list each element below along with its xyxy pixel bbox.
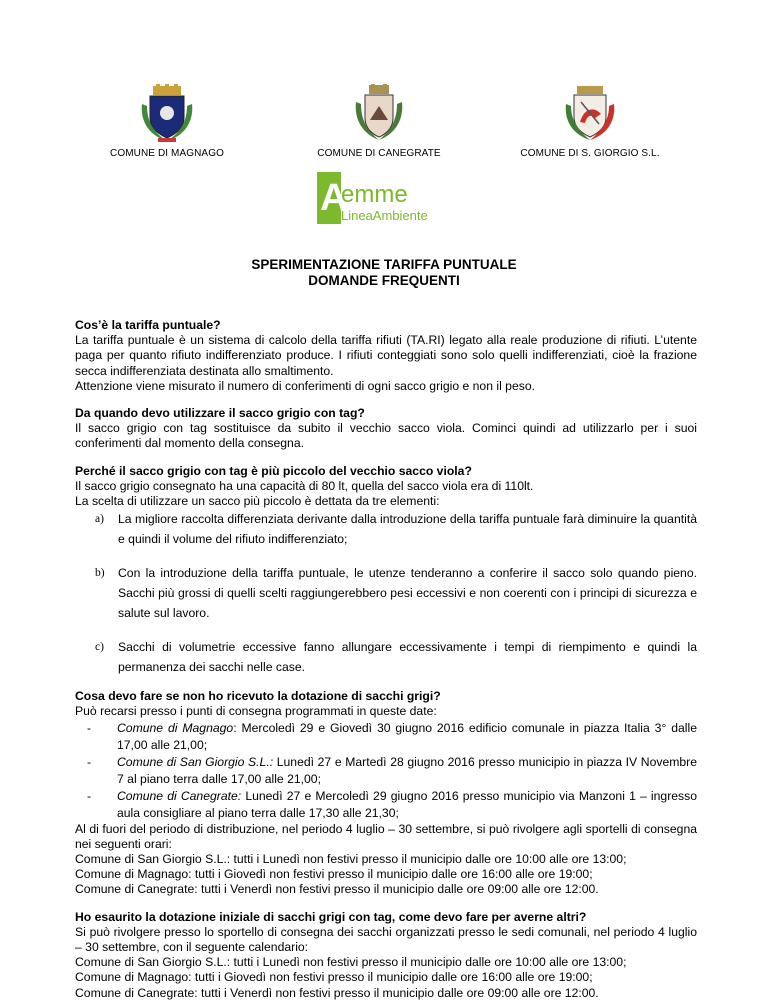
list-marker: c) — [95, 641, 104, 654]
answer-paragraph: Il sacco grigio consegnato ha una capacità di 80 lt, quella del sacco viola era di 110lt. — [75, 478, 534, 493]
answer-paragraph: Comune di San Giorgio S.L.: tutti i Lunedì non festivi presso il municipio dalle ore 10:00 alle ore 13:00; — [75, 955, 627, 970]
separator: : — [233, 720, 242, 735]
question-heading: Cos’è la tariffa puntuale? — [75, 318, 221, 332]
crest-label: COMUNE DI CANEGRATE — [317, 148, 441, 159]
crest-label: COMUNE DI MAGNAGO — [110, 148, 224, 159]
municipality-name: Comune di Canegrate: — [117, 788, 242, 803]
list-marker: - — [87, 720, 92, 735]
svg-text:emme: emme — [341, 181, 408, 208]
list-item — [75, 720, 697, 754]
list-item — [75, 637, 697, 677]
answer-paragraph: Comune di Magnago: tutti i Giovedì non festivi presso il municipio dalle ore 16:00 alle ore 19:00; — [75, 867, 593, 882]
faq-content — [75, 318, 697, 1001]
svg-text:LineaAmbiente: LineaAmbiente — [341, 208, 428, 223]
aemme-linea-ambiente-logo — [317, 172, 457, 228]
title-line-2: DOMANDE FREQUENTI — [308, 273, 460, 288]
list-item-text: Sacchi di volumetrie eccessive fanno allungare eccessivamente i tempi di riempimento e quindi la permanenza dei sacchi nelle case. — [118, 640, 697, 675]
distribution-points-list — [75, 720, 697, 822]
list-item-text: La migliore raccolta differenziata derivante dalla introduzione della tariffa puntuale farà diminuire la quantità e quindi il volume del rifiuto indifferenziato; — [118, 512, 697, 547]
reasons-list — [75, 509, 697, 677]
magnago-coat-of-arms-icon — [136, 84, 198, 144]
crest-label: COMUNE DI S. GIORGIO S.L. — [520, 148, 660, 159]
list-item-text: Lunedì 27 e Mercoledì 29 giugno 2016 presso municipio via Manzoni 1 – ingresso aula consigliare al piano terra dalle 17,30 alle 21,30; — [117, 788, 697, 820]
answer-paragraph: Comune di Canegrate: tutti i Venerdì non festivi presso il municipio dalle ore 09:00 alle ore 12:00. — [75, 985, 599, 1000]
page-title — [0, 257, 768, 289]
aemme-logo — [317, 172, 457, 228]
list-item — [75, 788, 697, 822]
list-item — [75, 754, 697, 788]
answer-paragraph: La tariffa puntuale è un sistema di calcolo della tariffa rifiuti (TA.RI) legato alla reale produzione di rifiuti. L’utente paga per quanto rifiuto indifferenziato produce. I rifiuti conteggiati sono solo quelli indifferenziati, cioè la frazione secca indifferenziata destinata allo smaltimento. — [75, 333, 697, 378]
question-heading: Ho esaurito la dotazione iniziale di sacchi grigi con tag, come devo fare per averne altri? — [75, 909, 587, 924]
list-item — [75, 509, 697, 549]
municipality-name: Comune di San Giorgio S.L.: — [117, 754, 274, 769]
list-item-text: Lunedì 27 e Martedì 28 giugno 2016 presso municipio in piazza IV Novembre 7 al piano terra dalle 17,00 alle 21,00; — [117, 754, 698, 786]
san-giorgio-coat-of-arms-icon — [559, 84, 621, 144]
header-crests — [0, 84, 768, 170]
answer-paragraph: Comune di Canegrate: tutti i Venerdì non festivi presso il municipio dalle ore 09:00 alle ore 12:00. — [75, 882, 599, 897]
list-item-text: Mercoledì 29 e Giovedì 30 giugno 2016 edificio comunale in piazza Italia 3° dalle 17,00 alle 21,00; — [117, 720, 697, 752]
list-marker: - — [87, 754, 92, 769]
crest-canegrate — [279, 84, 479, 159]
answer-paragraph: La scelta di utilizzare un sacco più piccolo è dettata da tre elementi: — [75, 494, 440, 509]
answer-paragraph: Può recarsi presso i punti di consegna programmati in queste date: — [75, 704, 437, 719]
answer-paragraph: Al di fuori del periodo di distribuzione, nel periodo 4 luglio – 30 settembre, si può rivolgere agli sportelli di consegna nei seguenti orari: — [75, 821, 697, 851]
answer-paragraph: Comune di Magnago: tutti i Giovedì non festivi presso il municipio dalle ore 16:00 alle ore 19:00; — [75, 970, 593, 985]
list-item-text: Con la introduzione della tariffa puntuale, le utenze tenderanno a conferire il sacco solo quando pieno. Sacchi più grossi di quelli scelti raggiungerebbero pesi eccessivi e non coerenti con i principi di sicurezza e salute sul lavoro. — [118, 566, 697, 621]
svg-text:A: A — [320, 177, 348, 219]
list-item — [75, 563, 697, 623]
list-marker: - — [87, 788, 92, 803]
answer-paragraph: Comune di San Giorgio S.L.: tutti i Lunedì non festivi presso il municipio dalle ore 10:00 alle ore 13:00; — [75, 852, 627, 867]
crest-magnago — [67, 84, 267, 159]
title-line-1: SPERIMENTAZIONE TARIFFA PUNTUALE — [251, 257, 517, 272]
answer-paragraph: Il sacco grigio con tag sostituisce da subito il vecchio sacco viola. Cominci quindi ad utilizzarlo per i suoi conferimenti dal momento della consegna. — [75, 421, 697, 451]
answer-paragraph: Attenzione viene misurato il numero di conferimenti di ogni sacco grigio e non il peso. — [75, 378, 535, 393]
crest-san-giorgio — [490, 84, 690, 159]
list-marker: b) — [95, 567, 105, 580]
question-heading: Perché il sacco grigio con tag è più piccolo del vecchio sacco viola? — [75, 463, 472, 478]
list-marker: a) — [95, 513, 104, 526]
canegrate-coat-of-arms-icon — [348, 84, 410, 144]
question-heading: Da quando devo utilizzare il sacco grigio con tag? — [75, 406, 365, 421]
question-heading: Cosa devo fare se non ho ricevuto la dotazione di sacchi grigi? — [75, 689, 441, 704]
municipality-name: Comune di Magnago — [117, 720, 234, 735]
answer-paragraph: Si può rivolgere presso lo sportello di consegna dei sacchi organizzati presso le sedi comunali, nel periodo 4 luglio – 30 settembre, con il seguente calendario: — [75, 924, 697, 955]
